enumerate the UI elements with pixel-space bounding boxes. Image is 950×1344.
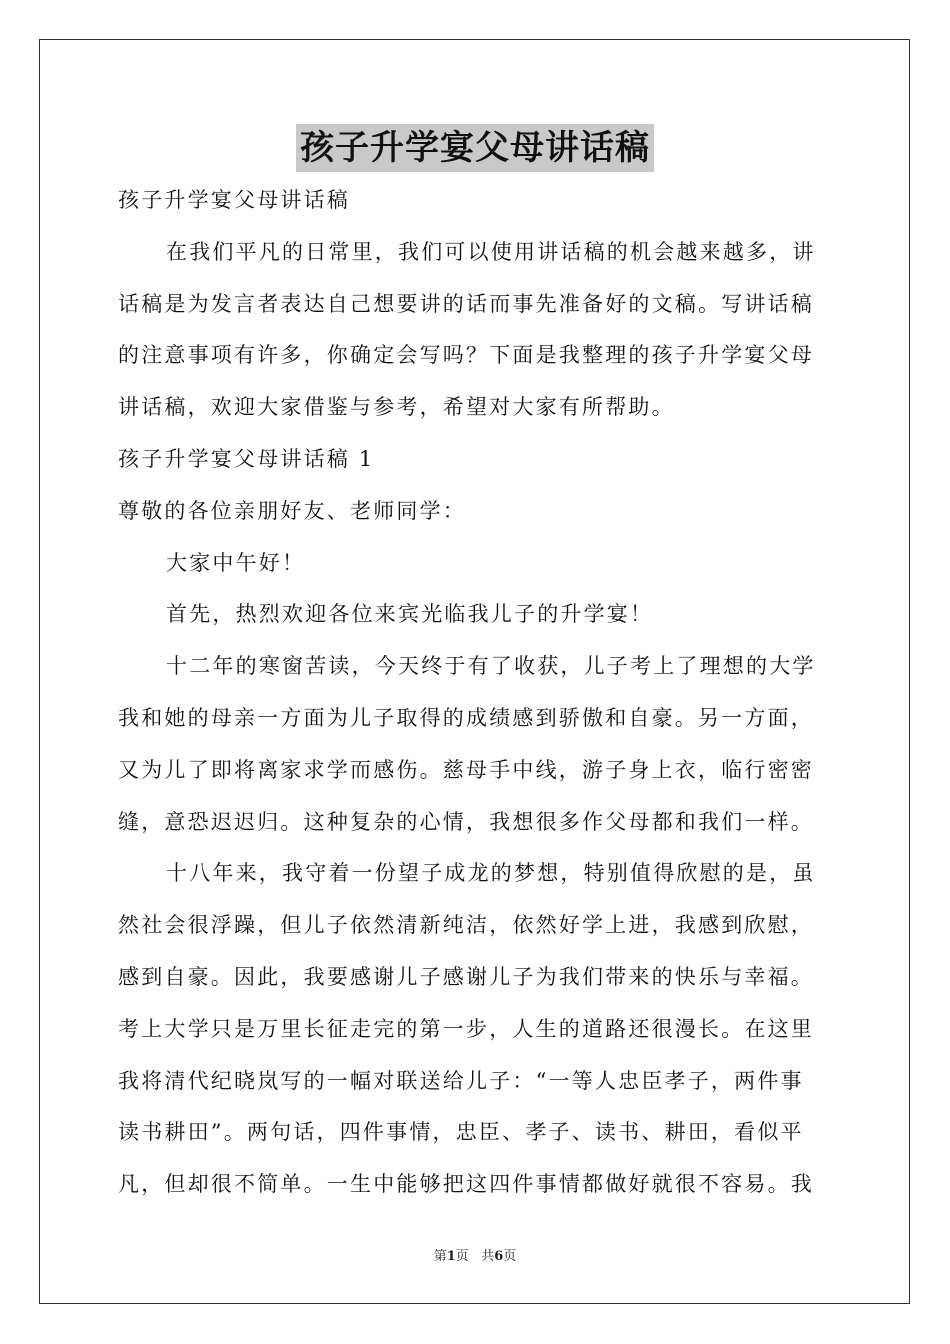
text-line: 在我们平凡的日常里，我们可以使用讲话稿的机会越来越多，讲 <box>166 239 816 264</box>
footer-prefix: 第 <box>433 1249 447 1264</box>
footer-total-suffix: 页 <box>503 1249 517 1264</box>
text-line: 尊敬的各位亲朋好友、老师同学： <box>118 498 466 523</box>
text-line: 大家中午好！ <box>166 550 306 575</box>
text-line: 我将清代纪晓岚写的一幅对联送给儿子：“一等人忠臣孝子，两件事 <box>118 1068 804 1093</box>
text-line: 话稿是为发言者表达自己想要讲的话而事先准备好的文稿。写讲话稿 <box>118 291 814 316</box>
footer-total-prefix: 共 <box>481 1249 495 1264</box>
text-line: 孩子升学宴父母讲话稿 <box>118 188 350 212</box>
text-line: 首先，热烈欢迎各位来宾光临我儿子的升学宴！ <box>166 602 654 627</box>
text-line: 讲话稿，欢迎大家借鉴与参考，希望对大家有所帮助。 <box>118 395 675 420</box>
text-line: 又为儿了即将离家求学而感伤。慈母手中线，游子身上衣，临行密密 <box>118 757 814 782</box>
text-line: 考上大学只是万里长征走完的第一步，人生的道路还很漫长。在这里 <box>118 1016 814 1041</box>
footer-page-suffix: 页 <box>455 1249 469 1264</box>
text-line: 孩子升学宴父母讲话稿 1 <box>118 446 375 471</box>
footer-total-pages: 6 <box>494 1249 504 1264</box>
title-container <box>0 124 950 172</box>
document-body <box>118 175 838 1211</box>
document-title: 孩子升学宴父母讲话稿 <box>296 124 654 172</box>
text-line: 我和她的母亲一方面为儿子取得的成绩感到骄傲和自豪。另一方面， <box>118 705 814 730</box>
text-line: 的注意事项有许多，你确定会写吗？下面是我整理的孩子升学宴父母 <box>118 343 814 368</box>
text-line: 然社会很浮躁，但儿子依然清新纯洁，依然好学上进，我感到欣慰， <box>118 913 814 938</box>
footer-page-number: 1 <box>446 1249 456 1264</box>
page-footer <box>0 1245 950 1264</box>
text-line: 十八年来，我守着一份望子成龙的梦想，特别值得欣慰的是，虽 <box>166 861 816 886</box>
text-line: 十二年的寒窗苦读，今天终于有了收获，儿子考上了理想的大学 <box>166 654 816 679</box>
text-line: 凡，但却很不简单。一生中能够把这四件事情都做好就很不容易。我 <box>118 1172 814 1197</box>
text-line: 缝，意恐迟迟归。这种复杂的心情，我想很多作父母都和我们一样。 <box>118 809 814 834</box>
text-line: 读书耕田”。两句话，四件事情，忠臣、孝子、读书、耕田，看似平 <box>118 1120 804 1145</box>
text-line: 感到自豪。因此，我要感谢儿子感谢儿子为我们带来的快乐与幸福。 <box>118 964 814 989</box>
